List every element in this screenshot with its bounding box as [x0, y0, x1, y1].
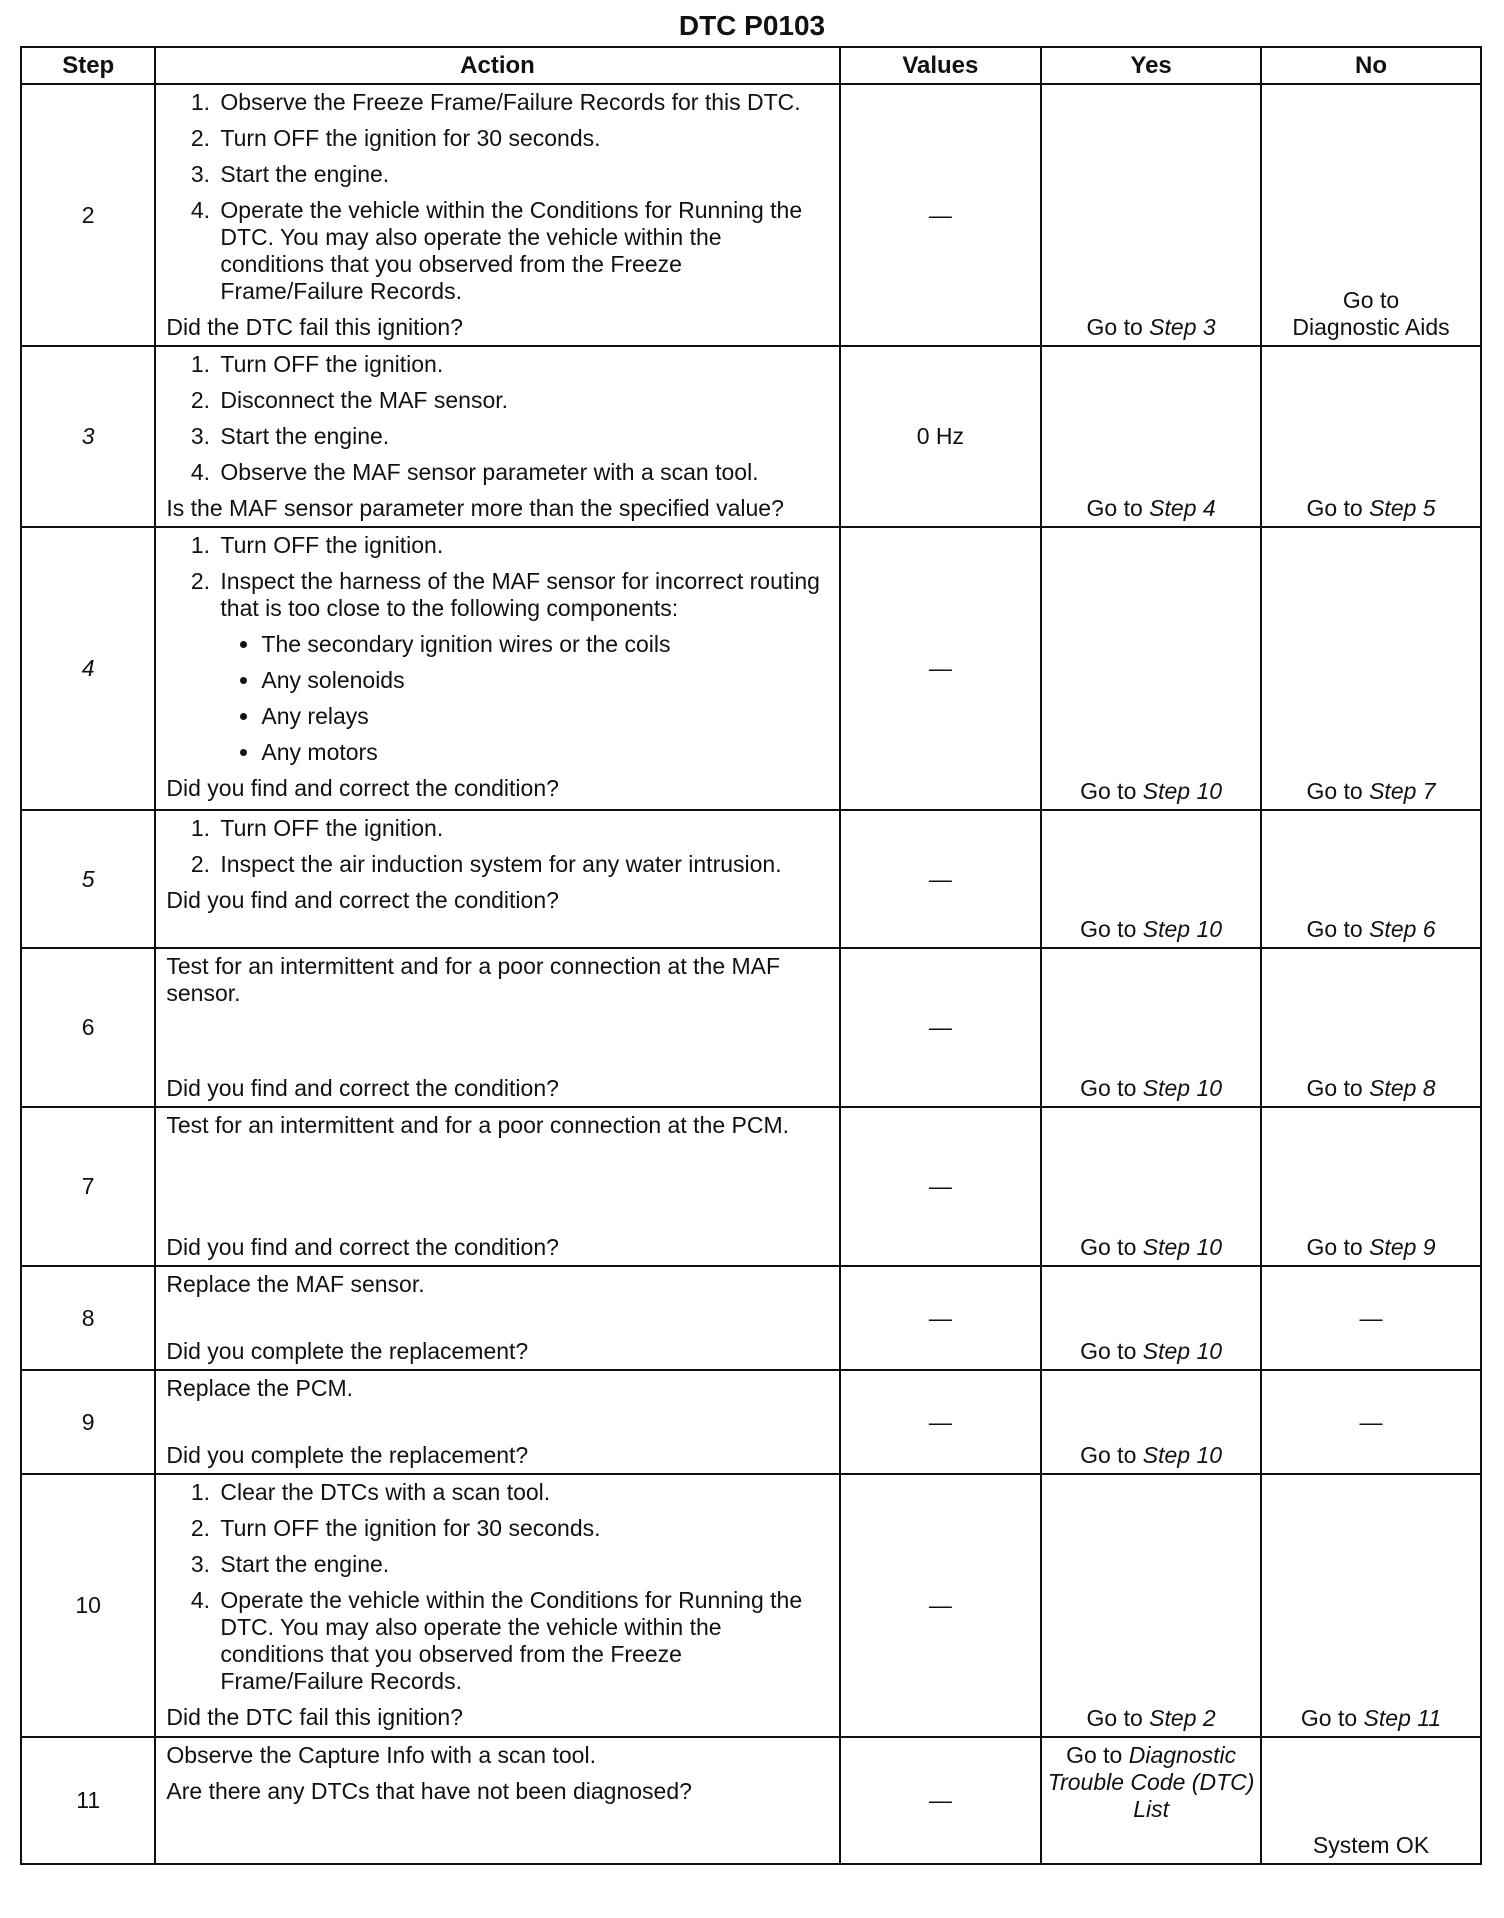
yes-prefix: Go to [1080, 1338, 1137, 1364]
action-cell [155, 1107, 839, 1266]
action-question: Did the DTC fail this ignition? [166, 1704, 463, 1730]
step-number: 9 [21, 1370, 155, 1474]
value-cell: — [840, 1474, 1042, 1737]
yes-prefix: Go to [1080, 1075, 1137, 1101]
bullet-item: • Any solenoids [261, 667, 828, 694]
yes-prefix: Go to [1086, 314, 1143, 340]
no-link[interactable]: Diagnostic Aids [1292, 314, 1450, 340]
action-steps [166, 532, 828, 622]
action-cell [155, 948, 839, 1107]
action-cell [155, 1266, 839, 1370]
action-item: 1. Turn OFF the ignition. [216, 815, 828, 842]
yes-cell [1041, 527, 1261, 810]
yes-link[interactable]: Step 3 [1149, 314, 1216, 340]
bullet-item: • Any motors [261, 739, 828, 766]
no-link[interactable]: Step 9 [1369, 1234, 1436, 1260]
action-item: 2. Inspect the air induction system for any water intrusion. [216, 851, 828, 878]
no-cell [1261, 810, 1481, 948]
no-cell [1261, 84, 1481, 346]
step-number: 8 [21, 1266, 155, 1370]
action-question: Did you complete the replacement? [166, 1338, 529, 1364]
action-item: 3. Start the engine. [216, 161, 828, 188]
action-question: Did you find and correct the condition? [166, 1075, 559, 1101]
table-row [21, 1474, 1481, 1737]
action-item: 4. Observe the MAF sensor parameter with a scan tool. [216, 459, 828, 486]
step-number: 7 [21, 1107, 155, 1266]
action-item: 3. Start the engine. [216, 1551, 828, 1578]
action-item: 1. Clear the DTCs with a scan tool. [216, 1479, 828, 1506]
table-row [21, 1107, 1481, 1266]
yes-cell [1041, 346, 1261, 527]
yes-cell [1041, 1370, 1261, 1474]
yes-link[interactable]: Step 10 [1142, 1234, 1223, 1260]
action-text: Replace the PCM. [166, 1375, 354, 1401]
bullet-item: • Any relays [261, 703, 828, 730]
step-number: 10 [21, 1474, 155, 1737]
action-question: Are there any DTCs that have not been diagnosed? [166, 1778, 692, 1804]
value-cell: — [840, 84, 1042, 346]
no-prefix: Go to [1306, 1234, 1363, 1260]
no-prefix: Go to [1306, 916, 1363, 942]
no-link[interactable]: Step 8 [1369, 1075, 1436, 1101]
action-text: Test for an intermittent and for a poor connection at the PCM. [166, 1112, 789, 1138]
yes-cell [1041, 948, 1261, 1107]
table-row [21, 1266, 1481, 1370]
table-header-row [21, 47, 1481, 84]
yes-cell [1041, 1737, 1261, 1864]
yes-link[interactable]: Step 10 [1142, 1442, 1223, 1468]
no-cell [1261, 527, 1481, 810]
action-cell [155, 84, 839, 346]
no-link[interactable]: Step 6 [1369, 916, 1436, 942]
action-question: Did you find and correct the condition? [166, 775, 559, 801]
yes-link[interactable]: Step 10 [1142, 1338, 1223, 1364]
no-cell [1261, 1474, 1481, 1737]
yes-prefix: Go to [1080, 916, 1137, 942]
action-question: Did you complete the replacement? [166, 1442, 529, 1468]
action-text: Test for an intermittent and for a poor connection at the MAF sensor. [166, 953, 781, 1006]
yes-cell [1041, 1266, 1261, 1370]
header-values: Values [840, 47, 1042, 84]
no-cell: — [1261, 1370, 1481, 1474]
step-number: 2 [21, 84, 155, 346]
action-steps [166, 1479, 828, 1695]
yes-link[interactable]: Step 10 [1142, 778, 1223, 804]
yes-link[interactable]: Step 4 [1149, 495, 1216, 521]
yes-link[interactable]: Step 10 [1142, 1075, 1223, 1101]
table-row [21, 84, 1481, 346]
no-cell: — [1261, 1266, 1481, 1370]
value-cell: — [840, 810, 1042, 948]
action-item: 4. Operate the vehicle within the Conditions for Running the DTC. You may also operate the vehicle within the conditions that you observed from the Freeze Frame/Failure Records. [216, 1587, 828, 1695]
page-title: DTC P0103 [678, 10, 826, 41]
no-cell [1261, 346, 1481, 527]
yes-prefix: Go to [1080, 1234, 1137, 1260]
header-no: No [1261, 47, 1481, 84]
table-row [21, 346, 1481, 527]
table-row [21, 948, 1481, 1107]
yes-prefix: Go to [1066, 1742, 1123, 1768]
table-row [21, 1370, 1481, 1474]
action-cell [155, 346, 839, 527]
action-cell [155, 1370, 839, 1474]
yes-link[interactable]: Diagnostic Trouble Code (DTC) List [1047, 1742, 1255, 1822]
action-question: Did you find and correct the condition? [166, 1234, 559, 1260]
no-prefix: Go to [1342, 287, 1400, 313]
no-prefix: Go to [1306, 778, 1363, 804]
value-cell: — [840, 1737, 1042, 1864]
action-text: Replace the MAF sensor. [166, 1271, 425, 1297]
table-row [21, 1737, 1481, 1864]
action-steps [166, 351, 828, 486]
yes-prefix: Go to [1080, 778, 1137, 804]
action-question: Did the DTC fail this ignition? [166, 314, 463, 340]
no-cell [1261, 948, 1481, 1107]
action-item: 2. Inspect the harness of the MAF sensor for incorrect routing that is too close to the following components: [216, 568, 828, 622]
yes-prefix: Go to [1080, 1442, 1137, 1468]
action-cell [155, 810, 839, 948]
action-item: 4. Operate the vehicle within the Conditions for Running the DTC. You may also operate the vehicle within the conditions that you observed from the Freeze Frame/Failure Records. [216, 197, 828, 305]
no-link[interactable]: Step 7 [1369, 778, 1436, 804]
header-action: Action [155, 47, 839, 84]
no-prefix: Go to [1306, 495, 1363, 521]
step-number: 6 [21, 948, 155, 1107]
header-step: Step [21, 47, 155, 84]
component-bullets [166, 631, 828, 766]
action-cell [155, 527, 839, 810]
no-link[interactable]: Step 5 [1369, 495, 1436, 521]
yes-cell [1041, 84, 1261, 346]
value-cell: — [840, 527, 1042, 810]
yes-cell [1041, 1474, 1261, 1737]
no-prefix: Go to [1300, 1705, 1358, 1731]
action-question: Did you find and correct the condition? [166, 887, 559, 913]
action-text: Observe the Capture Info with a scan tool. [166, 1742, 596, 1768]
no-link[interactable]: Step 11 [1363, 1705, 1442, 1731]
table-row [21, 527, 1481, 810]
value-cell: — [840, 948, 1042, 1107]
table-row [21, 810, 1481, 948]
action-steps [166, 815, 828, 878]
no-prefix: Go to [1306, 1075, 1363, 1101]
header-yes: Yes [1041, 47, 1261, 84]
action-item: 2. Turn OFF the ignition for 30 seconds. [216, 1515, 828, 1542]
step-number: 11 [21, 1737, 155, 1864]
action-question: Is the MAF sensor parameter more than the specified value? [166, 495, 784, 521]
step-number: 5 [21, 810, 155, 948]
step-number: 3 [21, 346, 155, 527]
action-item: 1. Observe the Freeze Frame/Failure Records for this DTC. [216, 89, 828, 116]
action-item: 1. Turn OFF the ignition. [216, 351, 828, 378]
value-cell: — [840, 1370, 1042, 1474]
value-cell: — [840, 1107, 1042, 1266]
no-cell: System OK [1261, 1737, 1481, 1864]
action-item: 2. Turn OFF the ignition for 30 seconds. [216, 125, 828, 152]
action-cell [155, 1737, 839, 1864]
yes-cell [1041, 810, 1261, 948]
bullet-item: • The secondary ignition wires or the coils [261, 631, 828, 658]
value-cell: — [840, 1266, 1042, 1370]
action-item: 3. Start the engine. [216, 423, 828, 450]
yes-link[interactable]: Step 2 [1149, 1705, 1216, 1731]
yes-prefix: Go to [1086, 495, 1143, 521]
no-cell [1261, 1107, 1481, 1266]
action-item: 1. Turn OFF the ignition. [216, 532, 828, 559]
action-steps [166, 89, 828, 305]
value-cell: 0 Hz [840, 346, 1042, 527]
dtc-table [20, 46, 1482, 1865]
action-item: 2. Disconnect the MAF sensor. [216, 387, 828, 414]
yes-cell [1041, 1107, 1261, 1266]
yes-prefix: Go to [1086, 1705, 1143, 1731]
yes-link[interactable]: Step 10 [1142, 916, 1223, 942]
action-cell [155, 1474, 839, 1737]
step-number: 4 [21, 527, 155, 810]
